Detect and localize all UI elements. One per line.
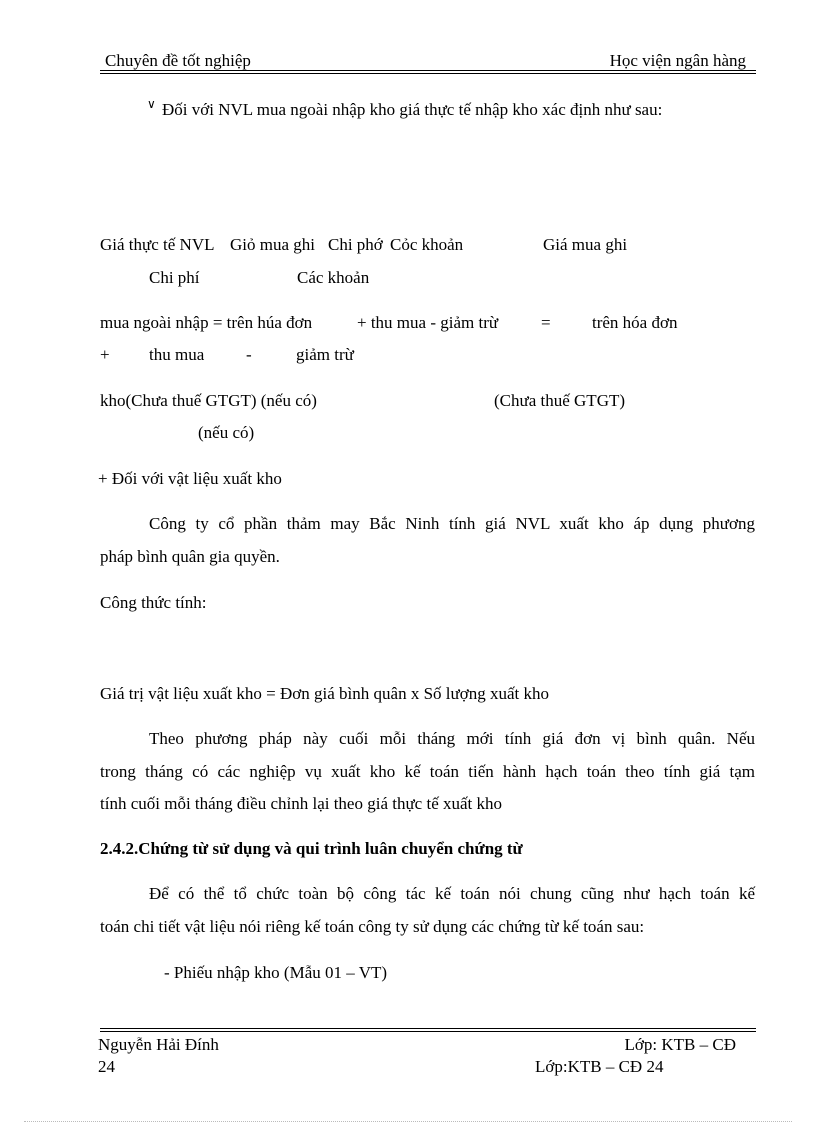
para1-line2: pháp bình quân gia quyền.: [100, 547, 280, 566]
formula1-row2b: Các khoản: [297, 268, 370, 287]
formula1-row6a: (nếu có): [198, 423, 255, 442]
footer-page-number: 24: [98, 1057, 115, 1076]
formula1-row1e: Giá mua ghi: [543, 235, 628, 254]
header-right: Học viện ngân hàng: [609, 51, 746, 70]
formula1-row4d: giảm trừ: [296, 345, 354, 364]
page-edge-dotted: [24, 1121, 792, 1122]
para1-line1: Công ty cổ phần thảm may Bắc Ninh tính giá NVL xuất kho áp dụng phương: [149, 514, 755, 533]
footer-rule-bottom: [100, 1031, 756, 1032]
formula1-row3c: =: [541, 313, 551, 332]
formula1-row4b: thu mua: [149, 345, 205, 364]
formula1-row1a: Giá thực tế NVL: [100, 235, 215, 254]
intro-marker: ∨: [147, 97, 156, 111]
footer-class-bottom: Lớp:KTB – CĐ 24: [535, 1057, 664, 1076]
header-rule-bottom: [100, 73, 756, 74]
header-rule-top: [100, 70, 756, 71]
formula1-row4c: -: [246, 345, 252, 364]
formula1-row3b: + thu mua - giảm trừ: [357, 313, 499, 332]
footer-class-top: Lớp: KTB – CĐ: [624, 1035, 736, 1054]
formula1-row1c: Chi phớ: [328, 235, 383, 254]
header-left: Chuyên đề tốt nghiệp: [105, 51, 251, 70]
export-heading: + Đối với vật liệu xuất kho: [98, 469, 282, 488]
intro-text: Đối với NVL mua ngoài nhập kho giá thực tế nhập kho xác định như sau:: [162, 100, 663, 119]
formula2: Giá trị vật liệu xuất kho = Đơn giá bình quân x Số lượng xuất kho: [100, 684, 549, 703]
para3-line2: toán chi tiết vật liệu nói riêng kế toán công ty sử dụng các chứng từ kế toán sau:: [100, 917, 645, 936]
para2-line1: Theo phương pháp này cuối mỗi tháng mới tính giá đơn vị bình quân. Nếu: [149, 729, 755, 748]
section-heading: 2.4.2.Chứng từ sử dụng và qui trình luân chuyển chứng từ: [100, 839, 523, 858]
formula1-row2a: Chi phí: [149, 268, 200, 287]
formula1-row5b: (Chưa thuế GTGT): [494, 391, 626, 410]
formula1-row4a: +: [100, 345, 110, 364]
footer-rule-top: [100, 1028, 756, 1029]
formula1-row5a: kho(Chưa thuế GTGT) (nếu có): [100, 391, 317, 410]
para2-line2: trong tháng có các nghiệp vụ xuất kho kế toán tiến hành hạch toán theo tính giá tạm: [100, 762, 755, 781]
formula1-row1b: Giỏ mua ghi: [230, 235, 315, 254]
bullet-phieu-nhap-kho: - Phiếu nhập kho (Mẫu 01 – VT): [164, 963, 388, 982]
formula1-row3a: mua ngoài nhập = trên húa đơn: [100, 313, 313, 332]
formula1-row3d: trên hóa đơn: [592, 313, 678, 332]
para3-line1: Để có thể tổ chức toàn bộ công tác kế toán nói chung cũng như hạch toán kế: [149, 884, 755, 903]
formula-label: Công thức tính:: [100, 593, 207, 612]
para2-line3: tính cuối mỗi tháng điều chỉnh lại theo giá thực tế xuất kho: [100, 794, 503, 813]
formula1-row1d: Cỏc khoản: [390, 235, 464, 254]
footer-author: Nguyễn Hải Đính: [98, 1035, 219, 1054]
